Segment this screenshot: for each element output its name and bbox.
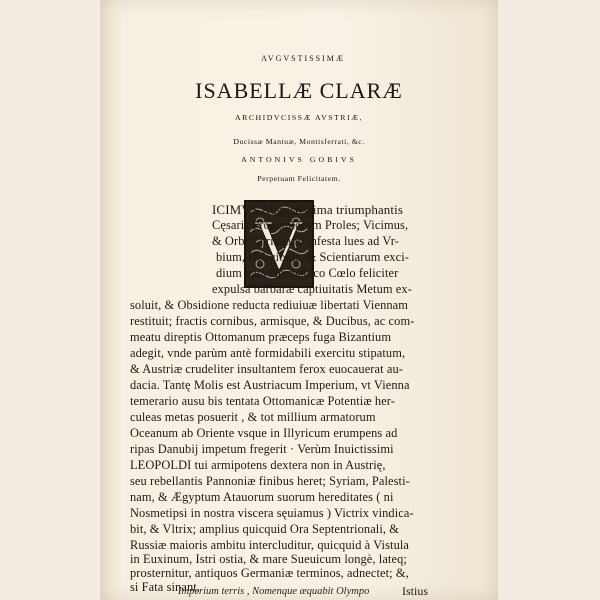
text-line: LEOPOLDI tui armipotens dextera non in Austrię, [130, 458, 386, 472]
author-name: ANTONIVS GOBIVS [241, 155, 357, 164]
text-line: ICIMVS Augustissima triumphantis [212, 202, 403, 217]
text-line: ripas Danubij impetum fregerit · Verùm Inuictissimi [130, 442, 394, 456]
text-line: prosternitur, antiquos Germaniæ terminos, adnectet; &, [130, 566, 409, 580]
text-line: dacia. Tantę Molis est Austriacum Imperium, vt Vienna [130, 378, 410, 392]
text-line: si Fata sinant, [130, 580, 200, 594]
catchword: Istius [402, 584, 429, 598]
text-line: bium, Religionis, & Scientiarum exci- [216, 250, 409, 264]
dedicatee-line-4: Ducissæ Mantuæ, Montisferrati, &c. [233, 137, 365, 146]
text-line: restituit; fractis cornibus, armisque, & Ducibus, ac com- [130, 314, 415, 328]
text-line: meatu direptis Ottomanum præceps fuga Bizantium [130, 330, 392, 344]
dedicatee-line-2: ISABELLÆ CLARÆ [195, 78, 403, 103]
text-line: soluit, & Obsidione reducta rediuiuæ libertati Viennam [130, 298, 408, 312]
text-line: Nosmetipsi in nostra viscera sęuiamus ) Victrix vindica- [130, 506, 414, 520]
document-page [100, 0, 498, 600]
text-line: & Orbi Christiano infesta lues ad Vr- [212, 234, 399, 248]
dedicatee-line-1: AVGVSTISSIMÆ [261, 54, 345, 63]
text-line: & Austriæ crudeliter insultantem ferox euocauerat au- [130, 362, 403, 376]
text-line: in Euxinum, Istri ostia, & mare Sueuicum longè, lateq; [130, 552, 407, 566]
text-line: Oceanum ab Oriente vsque in Illyricum erumpens ad [130, 426, 398, 440]
text-line: seu rebellantis Pannoniæ finibus heret; Syriam, Palesti- [130, 474, 410, 488]
text-line: Russiæ maioris ambitu intercluditur, quicquid à Vistula [130, 538, 410, 552]
text-line: nam, & Ægyptum Atauorum suorum hereditates ( ni [130, 490, 394, 504]
text-line: expulsa barbaræ captiuitatis Metum ex- [212, 282, 412, 296]
text-line: adegit, vnde parùm antè formidabili exercitu stipatum, [130, 346, 406, 360]
salutation: Perpetuam Felicitatem. [257, 174, 341, 183]
text-line: Cęsaris Progenitorum Proles; Vicimus, [212, 218, 409, 232]
text-line: culeas metas posuerit , & tot millium armatorum [130, 410, 376, 424]
text-line: temerario ausu bis tentata Ottomanicæ Potentiæ her- [130, 394, 395, 408]
drop-cap-letter: V [253, 207, 305, 284]
dedicatee-line-3: ARCHIDVCISSÆ AVSTRIÆ, [235, 113, 363, 122]
verse-quotation: Imperium terris , Nomenque æquabit Olympo [178, 586, 370, 597]
text-line: dium nata Germanico Cœlo feliciter [216, 266, 399, 280]
text-line: bit, & Vltrix; amplius quicquid Ora Septentrionali, & [130, 522, 400, 536]
